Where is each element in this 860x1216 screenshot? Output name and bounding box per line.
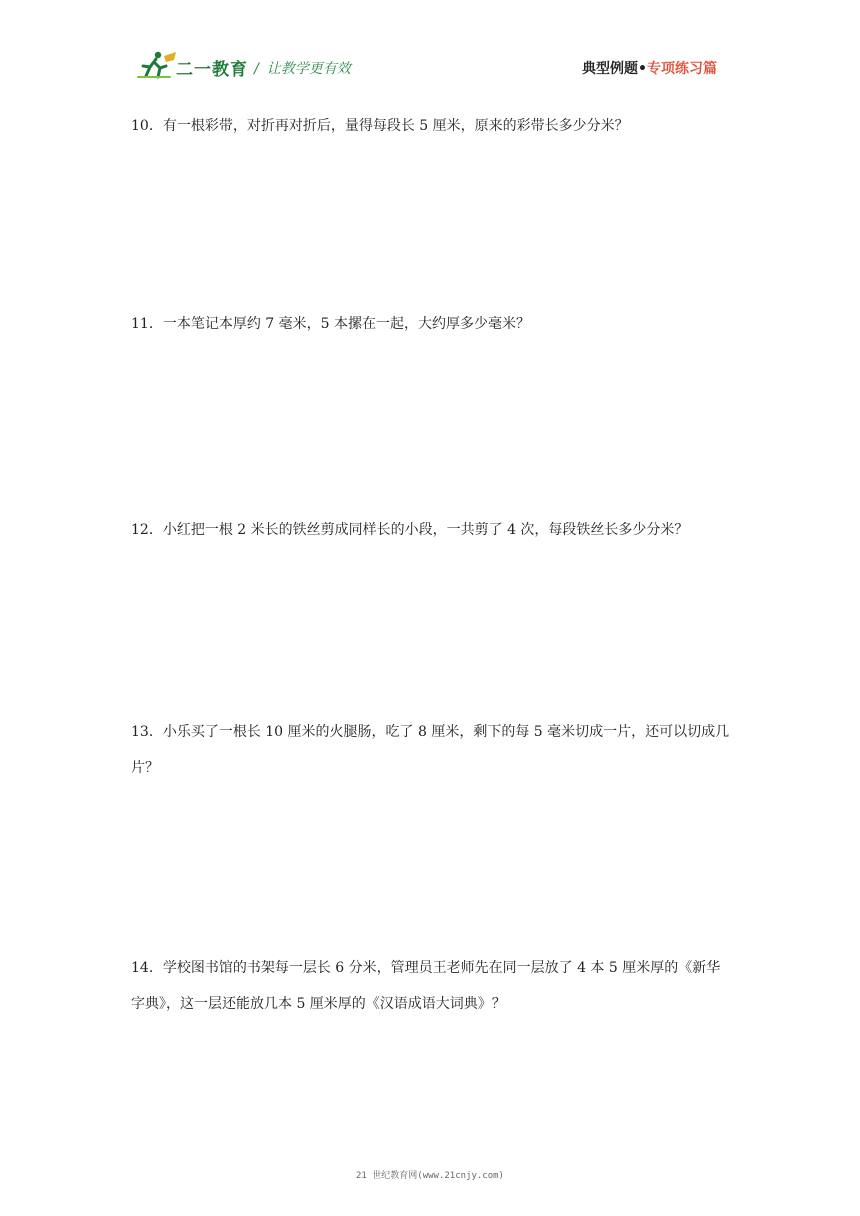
runner-logo-icon [136,50,178,80]
question-10: 10．有一根彩带，对折再对折后，量得每段长 5 厘米，原来的彩带长多少分米？ [131,118,629,134]
section-tag-main: 典型例题 [582,61,639,77]
brand-name: 二一教育 [176,60,248,80]
question-12: 12．小红把一根 2 米长的铁丝剪成同样长的小段，一共剪了 4 次，每段铁丝长多少分米？ [131,522,689,538]
slogan [254,58,351,78]
question-13: 13．小乐买了一根长 10 厘米的火腿肠，吃了 8 厘米，剩下的每 5 毫米切成一片，还可以切成几片？ [131,724,730,776]
question-11: 11．一本笔记本厚约 7 毫米，5 本摞在一起，大约厚多少毫米？ [131,316,530,332]
slogan-slash: / [254,61,259,77]
question-14: 14．学校图书馆的书架每一层长 6 分米，管理员王老师先在同一层放了 4 本 5 厘米厚的《新华字典》，这一层还能放几本 5 厘米厚的《汉语成语大词典》？ [131,960,721,1012]
section-tag-dot: • [638,61,647,77]
slogan-text: 让教学更有效 [266,61,351,77]
section-tag [582,58,717,78]
section-tag-sub: 专项练习篇 [647,61,717,77]
page-header [0,0,860,95]
page-footer: 21 世纪教育网(www.21cnjy.com) [356,1171,504,1181]
